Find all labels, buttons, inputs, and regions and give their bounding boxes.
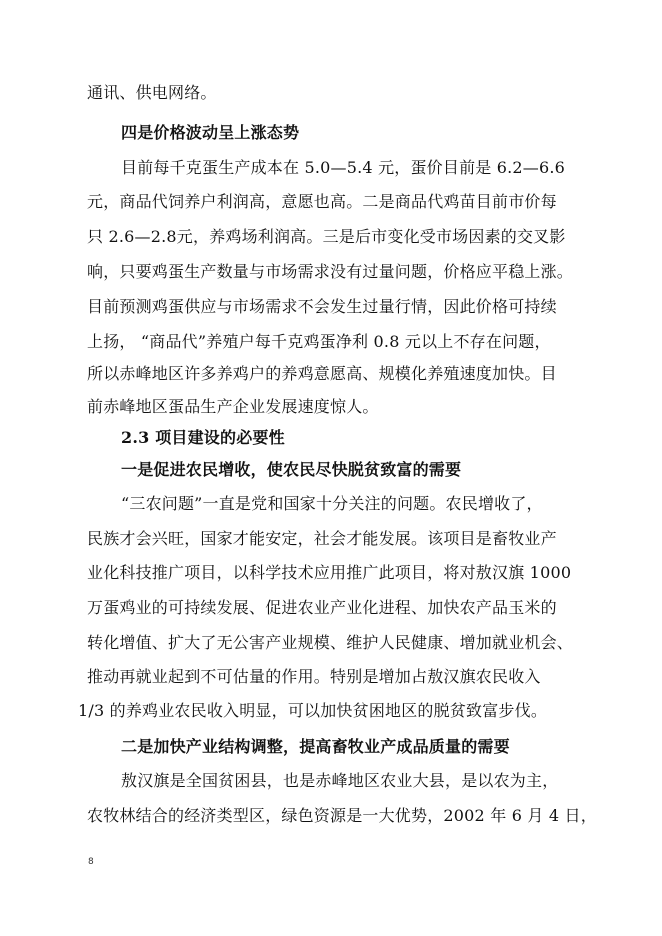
paragraph-first-line: 目前每千克蛋生产成本在 5.0—5.4 元，蛋价目前是 6.2—6.6 bbox=[121, 158, 566, 177]
text-line: 目前预测鸡蛋供应与市场需求不会发生过量行情，因此价格可持续 bbox=[87, 297, 557, 316]
text-line: 民族才会兴旺，国家才能安定，社会才能发展。该项目是畜牧业产 bbox=[87, 529, 557, 548]
subsection-heading: 一是促进农民增收，使农民尽快脱贫致富的需要 bbox=[121, 460, 462, 479]
text-line: 1/3 的养鸡业农民收入明显，可以加快贫困地区的脱贫致富步伐。 bbox=[78, 701, 548, 720]
section-heading: 四是价格波动呈上涨态势 bbox=[121, 123, 300, 142]
text-line: 转化增值、扩大了无公害产业规模、维护人民健康、增加就业机会、 bbox=[87, 633, 574, 652]
text-line: 上扬， “商品代”养殖户每千克鸡蛋净利 0.8 元以上不存在问题， bbox=[87, 332, 551, 351]
text-line: 响，只要鸡蛋生产数量与市场需求没有过量问题，价格应平稳上涨。 bbox=[87, 262, 574, 281]
text-line: 推动再就业起到不可估量的作用。特别是增加占敖汉旗农民收入 bbox=[87, 667, 541, 686]
text-line: 通讯、供电网络。 bbox=[87, 83, 217, 102]
paragraph-first-line: “三农问题”一直是党和国家十分关注的问题。农民增收了， bbox=[121, 494, 543, 513]
text-line: 元，商品代饲养户利润高，意愿也高。二是商品代鸡苗目前市价每 bbox=[87, 192, 557, 211]
text-line: 业化科技推广项目，以科学技术应用推广此项目，将对敖汉旗 1000 bbox=[87, 563, 572, 582]
subsection-heading: 二是加快产业结构调整，提高畜牧业产成品质量的需要 bbox=[121, 737, 510, 756]
text-line: 万蛋鸡业的可持续发展、促进农业产业化进程、加快农产品玉米的 bbox=[87, 598, 557, 617]
text-line: 所以赤峰地区许多养鸡户的养鸡意愿高、规模化养殖速度加快。目 bbox=[87, 364, 557, 383]
page-number: 8 bbox=[88, 857, 94, 867]
text-line: 只 2.6—2.8元，养鸡场利润高。三是后市变化受市场因素的交叉影 bbox=[87, 227, 566, 246]
text-line: 前赤峰地区蛋品生产企业发展速度惊人。 bbox=[87, 397, 379, 416]
text-line: 农牧林结合的经济类型区，绿色资源是一大优势，2002 年 6 月 4 日， bbox=[87, 806, 597, 825]
paragraph-first-line: 敖汉旗是全国贫困县，也是赤峰地区农业大县，是以农为主， bbox=[121, 771, 559, 790]
section-heading: 2.3 项目建设的必要性 bbox=[121, 428, 285, 447]
